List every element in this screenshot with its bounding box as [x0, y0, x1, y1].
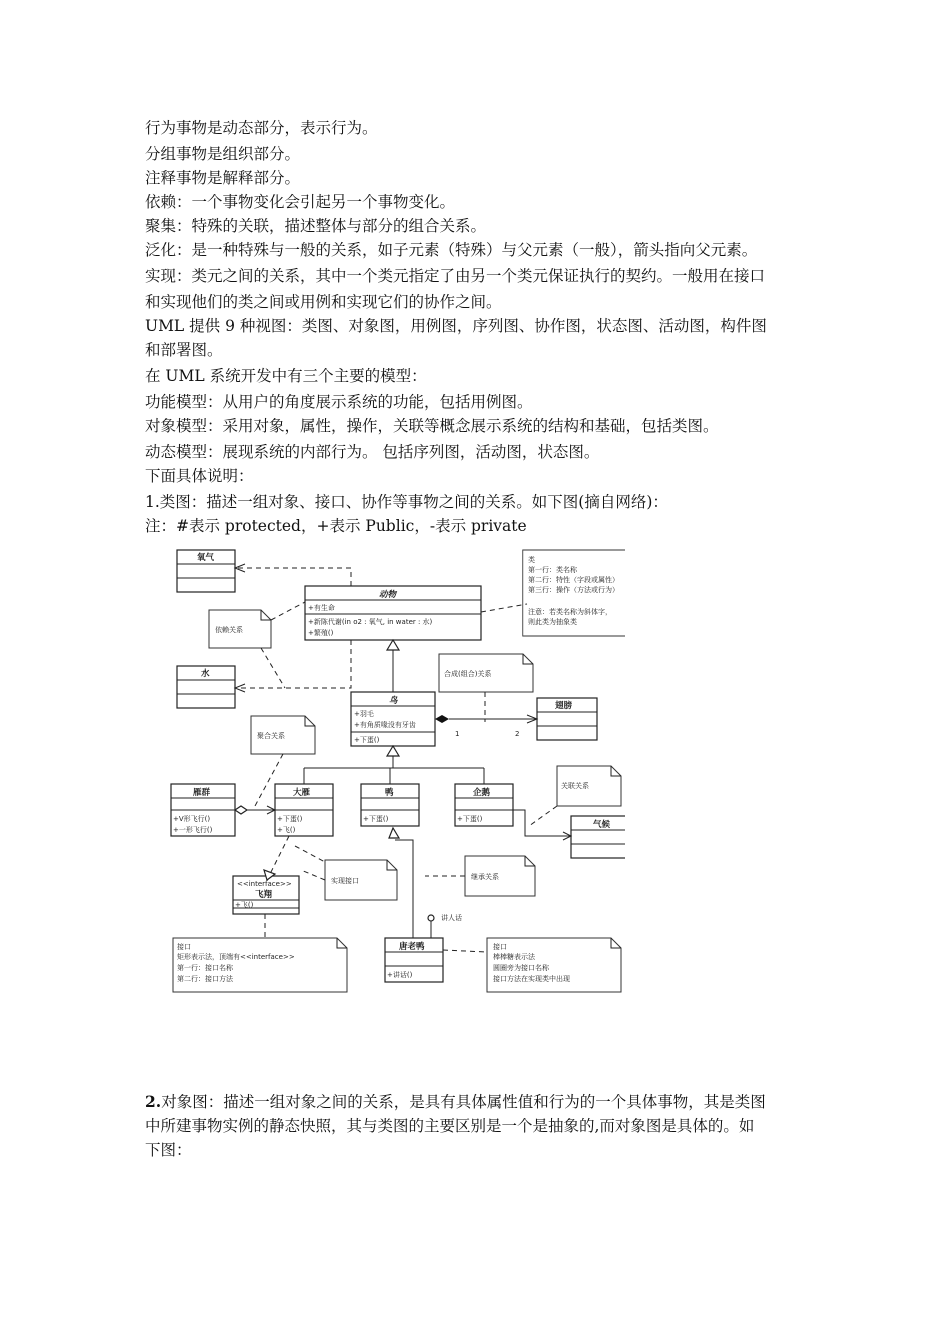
class-wing	[537, 698, 597, 740]
note-line: 接口	[177, 943, 191, 951]
note-line: 圆圈旁为接口名称	[493, 964, 549, 972]
interface-stereotype: <<interface>>	[237, 880, 292, 888]
note-text: 合成(组合)关系	[444, 670, 492, 678]
paragraph: 1.类图：描述一组对象、接口、协作等事物之间的关系。如下图(摘自网络)：	[145, 493, 668, 511]
section-number: 2.	[145, 1092, 162, 1111]
connector-association	[513, 806, 571, 840]
paragraph: 和部署图。	[145, 341, 223, 359]
class-operation: +繁殖()	[308, 629, 334, 637]
paragraph: 中所建事物实例的静态快照，其与类图的主要区别是一个是抽象的,而对象图是具体的。如	[145, 1117, 755, 1135]
paragraph: 分组事物是组织部分。	[145, 145, 301, 163]
note-line: 则此类为抽象类	[528, 618, 577, 626]
note-lollipop	[487, 938, 621, 992]
paragraph: 功能模型：从用户的角度展示系统的功能，包括用例图。	[145, 393, 533, 411]
class-operation: +下蛋()	[354, 736, 380, 744]
class-operation: +下蛋()	[277, 815, 303, 823]
class-name: 翅膀	[555, 701, 573, 711]
interface-fly	[233, 876, 299, 914]
class-operation: +下蛋()	[363, 815, 389, 823]
note-line: 第二行：接口方法	[177, 975, 233, 983]
note-line: 第一行：类名称	[528, 566, 577, 574]
class-name: 鸭	[385, 788, 394, 798]
note-line: 注意：若类名称为斜体字，	[528, 608, 612, 616]
paragraph: 实现：类元之间的关系，其中一个类元指定了由另一个类元保证执行的契约。一般用在接口	[145, 267, 766, 285]
class-climate	[571, 816, 625, 858]
class-bird	[351, 692, 435, 746]
connector-generalization-subclasses	[304, 746, 484, 784]
connector-note-animal	[481, 604, 527, 612]
uml-class-diagram	[165, 540, 625, 995]
class-attribute: +有生命	[308, 604, 335, 612]
note-aggregation	[251, 716, 315, 754]
paragraph: 对象模型：采用对象，属性，操作，关联等概念展示系统的结构和基础，包括类图。	[145, 417, 719, 435]
note-dependency	[209, 610, 271, 648]
class-operation: +一形飞行()	[173, 826, 213, 834]
class-name: 飞翔	[255, 890, 273, 900]
class-water	[177, 666, 235, 708]
class-operation: +V形飞行()	[173, 815, 211, 823]
class-name: 企鹅	[473, 788, 491, 798]
lollipop-speak	[428, 913, 462, 938]
note-line: 棒棒糖表示法	[493, 953, 535, 961]
class-name: 水	[201, 669, 210, 679]
paragraph: 动态模型：展现系统的内部行为。 包括序列图，活动图，状态图。	[145, 443, 600, 461]
connector-lollipop-note	[443, 950, 487, 952]
class-name: 鸟	[389, 696, 398, 706]
note-association	[557, 766, 621, 806]
class-oxygen	[177, 550, 235, 592]
note-line: 接口方法在实现类中出现	[493, 975, 570, 983]
section-text: 对象图：描述一组对象之间的关系，是具有具体属性值和行为的一个具体事物，其是类图	[161, 1093, 766, 1111]
note-text: 实现接口	[331, 877, 359, 885]
interface-label: 讲人话	[441, 914, 462, 922]
note-interface-rect	[173, 938, 347, 992]
multiplicity-label: 1	[455, 730, 460, 738]
paragraph: 注：#表示 protected，+表示 Public，-表示 private	[145, 517, 527, 535]
note-line: 矩形表示法，顶端有<<interface>>	[177, 953, 295, 961]
class-donald-duck	[385, 938, 443, 982]
paragraph	[145, 1090, 815, 1115]
class-goose-flock	[171, 784, 235, 836]
paragraph: 行为事物是动态部分，表示行为。	[145, 119, 378, 137]
multiplicity-label: 2	[515, 730, 520, 738]
class-penguin	[455, 784, 513, 826]
class-wild-goose	[275, 784, 333, 836]
paragraph: UML 提供 9 种视图：类图、对象图，用例图，序列图、协作图，状态图、活动图，构件图	[145, 317, 767, 335]
note-inheritance	[465, 856, 535, 896]
class-attribute: +有角质喙没有牙齿	[354, 721, 416, 729]
note-line: 第二行：特性（字段或属性）	[528, 576, 619, 584]
note-line: 第三行：操作（方法或行为）	[528, 586, 619, 594]
paragraph: 依赖：一个事物变化会引起另一个事物变化。	[145, 193, 456, 211]
note-text: 关联关系	[561, 782, 589, 790]
class-operation: +飞()	[235, 901, 254, 909]
connector-generalization-bird	[387, 640, 399, 692]
class-duck	[361, 784, 419, 826]
paragraph: 聚集：特殊的关联，描述整体与部分的组合关系。	[145, 217, 487, 235]
class-operation: +新陈代谢(in o2 : 氧气, in water : 水)	[308, 618, 433, 626]
note-line: 类	[528, 556, 535, 564]
note-text: 继承关系	[471, 873, 499, 881]
paragraph: 在 UML 系统开发中有三个主要的模型：	[145, 367, 427, 385]
class-name: 大雁	[293, 788, 311, 798]
class-operation: +下蛋()	[457, 815, 483, 823]
note-line: 第一行：接口名称	[177, 964, 233, 972]
class-name: 雁群	[193, 788, 211, 798]
note-class-explanation	[523, 550, 625, 636]
note-line: 接口	[493, 943, 507, 951]
connector-realization	[264, 836, 325, 880]
paragraph: 和实现他们的类之间或用例和实现它们的协作之间。	[145, 293, 502, 311]
paragraph: 注释事物是解释部分。	[145, 169, 301, 187]
note-realize	[325, 860, 397, 900]
note-text: 聚合关系	[257, 732, 285, 740]
class-name: 气候	[593, 820, 611, 830]
note-text: 依赖关系	[215, 626, 243, 634]
paragraph: 下面具体说明：	[145, 467, 254, 485]
class-animal	[305, 586, 481, 640]
class-name: 氧气	[197, 553, 215, 563]
class-operation: +讲话()	[387, 971, 413, 979]
paragraph: 泛化：是一种特殊与一般的关系，如子元素（特殊）与父元素（一般），箭头指向父元素。	[145, 241, 758, 259]
note-composition	[439, 654, 533, 692]
class-attribute: +羽毛	[354, 710, 374, 718]
paragraph: 下图：	[145, 1141, 192, 1159]
class-name: 动物	[379, 590, 397, 600]
connector-composition	[435, 692, 537, 738]
class-operation: +飞()	[277, 826, 296, 834]
class-name: 唐老鸭	[399, 942, 425, 952]
